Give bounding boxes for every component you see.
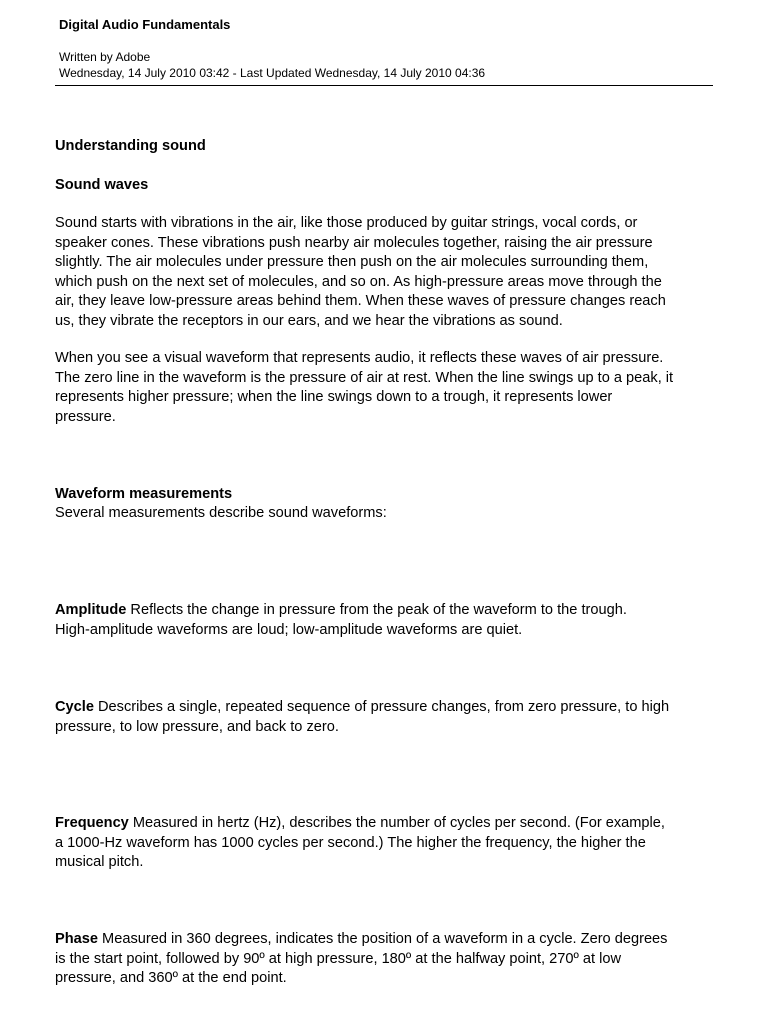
text-line: Several measurements describe sound waveforms: bbox=[55, 505, 387, 521]
section-heading: Understanding sound bbox=[55, 138, 206, 154]
definition-text: Measured in 360 degrees, indicates the position of a waveform in a cycle. Zero degrees bbox=[98, 931, 668, 947]
paragraph-visual-waveform bbox=[55, 349, 720, 427]
text-line: is the start point, followed by 90º at high pressure, 180º at the halfway point, 270º at low bbox=[55, 950, 622, 967]
date-line: Wednesday, 14 July 2010 03:42 - Last Updated Wednesday, 14 July 2010 04:36 bbox=[59, 66, 486, 80]
author-line: Written by Adobe bbox=[59, 50, 151, 64]
text-line: musical pitch. bbox=[55, 854, 144, 870]
text-line: us, they vibrate the receptors in our ears, and we hear the vibrations as sound. bbox=[55, 312, 563, 329]
definition-text: Reflects the change in pressure from the peak of the waveform to the trough. bbox=[126, 602, 627, 618]
subsection-heading-sound-waves: Sound waves bbox=[55, 177, 149, 193]
text-line: pressure, to low pressure, and back to zero. bbox=[55, 718, 339, 735]
measurements-intro bbox=[55, 504, 720, 524]
definition-cycle bbox=[55, 698, 720, 737]
text-line: speaker cones. These vibrations push nearby air molecules together, raising the air pressure bbox=[55, 234, 653, 251]
definition-text: Measured in hertz (Hz), describes the number of cycles per second. (For example, bbox=[128, 815, 665, 831]
text-line: High-amplitude waveforms are loud; low-amplitude waveforms are quiet. bbox=[55, 621, 523, 638]
subsection-heading-waveform-measurements: Waveform measurements bbox=[55, 486, 233, 502]
term-amplitude: Amplitude bbox=[55, 602, 127, 618]
text-line: The zero line in the waveform is the pressure of air at rest. When the line swings up to a peak, it bbox=[55, 369, 674, 386]
definition-frequency bbox=[55, 814, 720, 873]
text-line: Sound starts with vibrations in the air, like those produced by guitar strings, vocal cords, or bbox=[55, 215, 638, 231]
definition-text: Describes a single, repeated sequence of pressure changes, from zero pressure, to high bbox=[93, 699, 670, 715]
document-title: Digital Audio Fundamentals bbox=[59, 17, 231, 32]
text-line: represents higher pressure; when the line swings down to a trough, it represents lower bbox=[55, 389, 613, 405]
text-line: a 1000-Hz waveform has 1000 cycles per second.) The higher the frequency, the higher the bbox=[55, 834, 646, 851]
text-line: pressure, and 360º at the end point. bbox=[55, 970, 287, 986]
definition-amplitude bbox=[55, 601, 720, 640]
text-line: When you see a visual waveform that represents audio, it reflects these waves of air pressure. bbox=[55, 350, 664, 366]
header-divider bbox=[55, 85, 713, 86]
term-frequency: Frequency bbox=[55, 815, 129, 831]
text-line: which push on the next set of molecules, and so on. As high-pressure areas move through the bbox=[55, 273, 662, 290]
text-line: pressure. bbox=[55, 408, 116, 425]
term-phase: Phase bbox=[55, 931, 98, 947]
text-line: slightly. The air molecules under pressure then push on the air molecules surrounding them, bbox=[55, 254, 649, 270]
definition-phase bbox=[55, 930, 720, 989]
text-line: air, they leave low-pressure areas behind them. When these waves of pressure changes reach bbox=[55, 293, 666, 309]
paragraph-sound-waves bbox=[55, 214, 720, 331]
term-cycle: Cycle bbox=[55, 699, 94, 715]
